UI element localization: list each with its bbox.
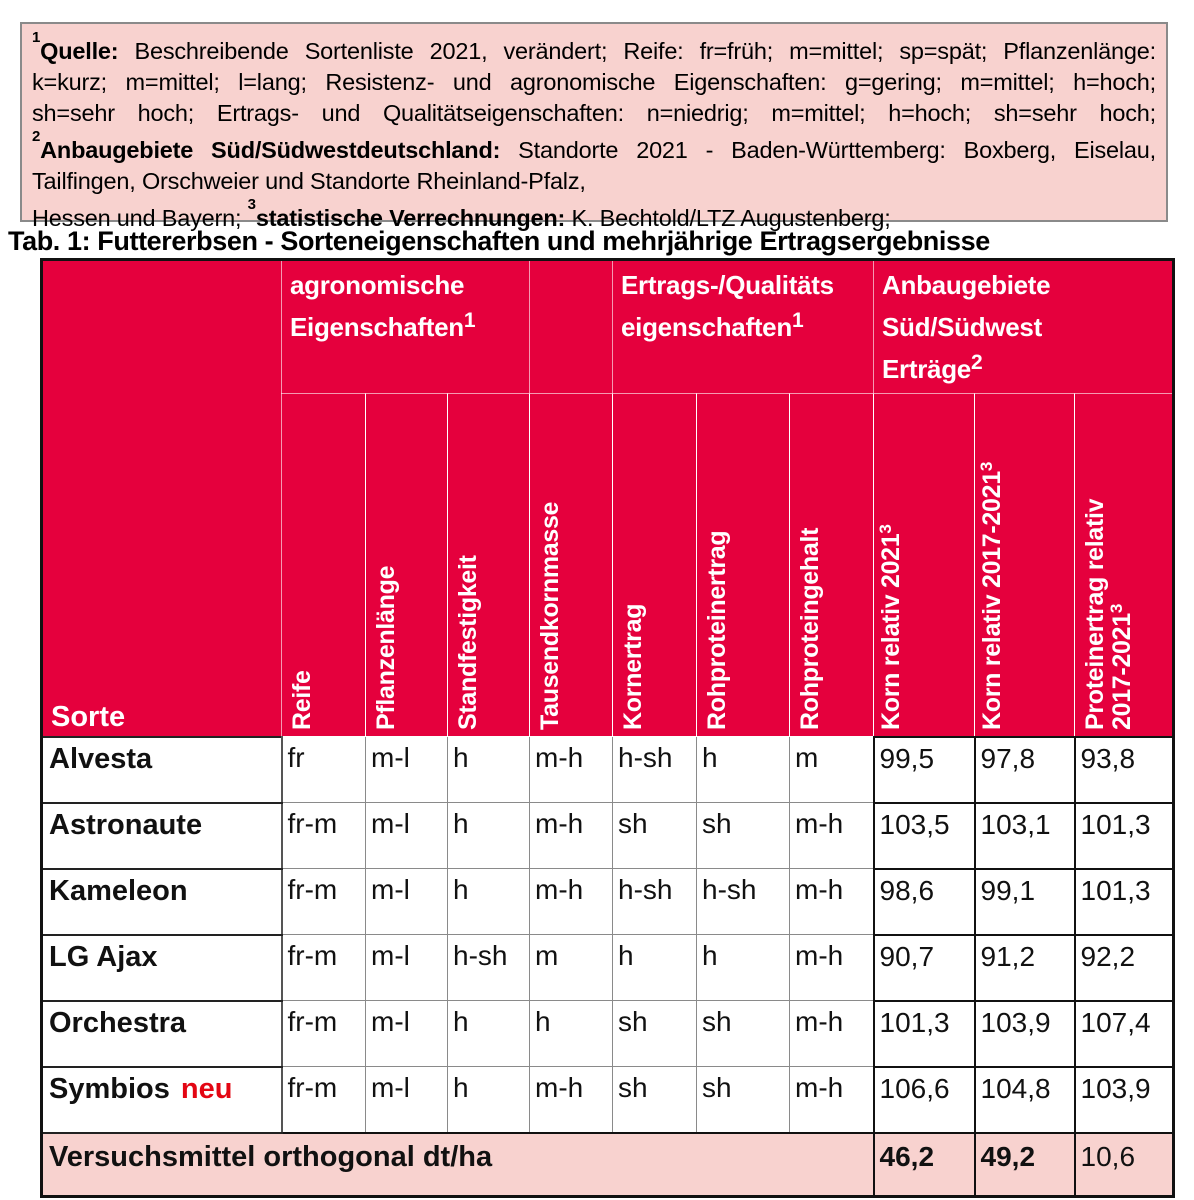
table-title: Tab. 1: Futtererbsen - Sorteneigenschaften und mehrjährige Ertragsergebnisse bbox=[8, 226, 990, 256]
sorte-name: Kameleon bbox=[49, 874, 188, 907]
value-cell: m bbox=[530, 935, 613, 1001]
col-header-rohproteingehalt bbox=[790, 394, 874, 737]
value-cell: 99,5 bbox=[874, 737, 975, 803]
value-cell: m-h bbox=[530, 803, 613, 869]
rotated-label: Rohproteingehalt bbox=[796, 527, 824, 730]
note-line-2 bbox=[32, 67, 1156, 98]
col-header-standfestigkeit bbox=[448, 394, 530, 737]
note-text: Standorte 2021 - Baden-Württemberg: Boxberg, Eiselau, bbox=[500, 136, 1156, 163]
sorte-cell bbox=[42, 869, 282, 935]
group-header-agronomische bbox=[282, 260, 530, 394]
footer-value-korn-2021: 46,2 bbox=[874, 1133, 975, 1197]
value-cell: m bbox=[790, 737, 874, 803]
value-cell: m-l bbox=[366, 869, 448, 935]
value-cell: 101,3 bbox=[874, 1001, 975, 1067]
sorte-cell bbox=[42, 935, 282, 1001]
value-cell: 90,7 bbox=[874, 935, 975, 1001]
value-cell: 97,8 bbox=[975, 737, 1075, 803]
note-line-4 bbox=[32, 129, 1156, 166]
table-row bbox=[42, 737, 1174, 803]
value-cell: h-sh bbox=[448, 935, 530, 1001]
group-line: Süd/Südwest bbox=[882, 312, 1042, 342]
value-cell: 99,1 bbox=[975, 869, 1075, 935]
value-cell: sh bbox=[613, 1001, 697, 1067]
value-cell: 104,8 bbox=[975, 1067, 1075, 1133]
value-cell: h bbox=[448, 869, 530, 935]
value-cell: sh bbox=[697, 803, 790, 869]
rotated-label: Kornertrag bbox=[619, 603, 647, 730]
value-cell: 101,3 bbox=[1075, 869, 1174, 935]
value-cell: m-h bbox=[790, 803, 874, 869]
table-row bbox=[42, 1067, 1174, 1133]
superscript-3: 3 bbox=[977, 461, 997, 471]
superscript-1: 1 bbox=[463, 309, 476, 332]
rotated-label-line2 bbox=[1108, 603, 1139, 729]
value-cell: m-l bbox=[366, 1001, 448, 1067]
superscript-3: 3 bbox=[1107, 603, 1127, 613]
value-cell: m-l bbox=[366, 803, 448, 869]
value-cell: fr-m bbox=[282, 935, 366, 1001]
superscript-2: 2 bbox=[970, 351, 983, 374]
value-cell: h-sh bbox=[697, 869, 790, 935]
value-cell: 103,9 bbox=[1075, 1067, 1174, 1133]
value-cell: sh bbox=[613, 1067, 697, 1133]
value-cell: fr-m bbox=[282, 869, 366, 935]
group-line: Ertrags-/Qualitäts bbox=[621, 270, 834, 300]
sorte-name: Symbios bbox=[49, 1072, 170, 1105]
table-row bbox=[42, 803, 1174, 869]
sorte-name: LG Ajax bbox=[49, 940, 158, 973]
group-line: Eigenschaften bbox=[290, 312, 464, 342]
table-row bbox=[42, 935, 1174, 1001]
value-cell: m-h bbox=[790, 1067, 874, 1133]
col-header-pflanzenlaenge bbox=[366, 394, 448, 737]
note-text: Tailfingen, Orschweier und Standorte Rheinland-Pfalz, bbox=[32, 167, 586, 194]
value-cell: sh bbox=[697, 1067, 790, 1133]
note-text: K. Bechtold/LTZ Augustenberg; bbox=[565, 204, 891, 231]
sorte-name: Astronaute bbox=[49, 808, 203, 841]
sorten-table bbox=[40, 258, 1175, 1198]
value-cell: 91,2 bbox=[975, 935, 1075, 1001]
note-text: Beschreibende Sortenliste 2021, verändert; Reife: fr=früh; m=mittel; sp=spät; Pflanzenlänge: bbox=[118, 37, 1156, 64]
rotated-label bbox=[877, 524, 908, 730]
value-cell: m-h bbox=[790, 935, 874, 1001]
footer-value-korn-2017-2021: 49,2 bbox=[975, 1133, 1075, 1197]
col-header-reife bbox=[282, 394, 366, 737]
value-cell: m-h bbox=[530, 737, 613, 803]
rotated-label-text: 2017-2021 bbox=[1108, 612, 1137, 730]
note-line-5 bbox=[32, 166, 1156, 197]
sorte-cell bbox=[42, 803, 282, 869]
table-row bbox=[42, 869, 1174, 935]
note-text: sh=sehr hoch; Ertrags- und Qualitätseigenschaften: n=niedrig; m=mittel; h=hoch; sh=sehr hoch; bbox=[32, 99, 1156, 126]
col-header-tausendkornmasse bbox=[530, 394, 613, 737]
sorte-cell bbox=[42, 1067, 282, 1133]
value-cell: h bbox=[448, 737, 530, 803]
value-cell: h bbox=[697, 935, 790, 1001]
rotated-label: Rohproteinertrag bbox=[703, 530, 731, 730]
rotated-label-text: Korn relativ 2017-2021 bbox=[978, 470, 1007, 730]
value-cell: m-l bbox=[366, 1067, 448, 1133]
superscript-1: 1 bbox=[32, 29, 41, 46]
value-cell: 92,2 bbox=[1075, 935, 1174, 1001]
value-cell: fr-m bbox=[282, 1001, 366, 1067]
value-cell: h bbox=[530, 1001, 613, 1067]
col-header-proteinertrag-relativ bbox=[1075, 394, 1174, 737]
superscript-2: 2 bbox=[32, 127, 41, 145]
value-cell: 106,6 bbox=[874, 1067, 975, 1133]
sorte-cell bbox=[42, 1001, 282, 1067]
value-cell: h bbox=[697, 737, 790, 803]
footer-value-proteinertrag: 10,6 bbox=[1075, 1133, 1174, 1197]
footer-row bbox=[42, 1133, 1174, 1197]
rotated-label: Standfestigkeit bbox=[454, 555, 482, 730]
col-header-rohproteinertrag bbox=[697, 394, 790, 737]
rotated-label: Proteinertrag relativ bbox=[1081, 498, 1110, 730]
group-header-ertrag-qualitaet bbox=[613, 260, 874, 394]
rotated-label-text: Korn relativ 2021 bbox=[877, 533, 906, 730]
superscript-3: 3 bbox=[876, 523, 896, 534]
note-line-3 bbox=[32, 98, 1156, 129]
footer-label: Versuchsmittel orthogonal dt/ha bbox=[42, 1133, 874, 1197]
group-line: eigenschaften bbox=[621, 312, 792, 342]
value-cell: m-h bbox=[530, 1067, 613, 1133]
value-cell: h bbox=[448, 1001, 530, 1067]
value-cell: h bbox=[613, 935, 697, 1001]
value-cell: 98,6 bbox=[874, 869, 975, 935]
value-cell: fr bbox=[282, 737, 366, 803]
note-block bbox=[20, 22, 1168, 231]
value-cell: 103,1 bbox=[975, 803, 1075, 869]
rotated-label bbox=[978, 462, 1009, 730]
group-header-anbaugebiete bbox=[874, 260, 1174, 394]
col-header-kornertrag bbox=[613, 394, 697, 737]
new-variety-badge: neu bbox=[180, 1072, 233, 1105]
sorte-name: Orchestra bbox=[49, 1006, 187, 1039]
value-cell: 101,3 bbox=[1075, 803, 1174, 869]
group-line: agronomische bbox=[290, 270, 465, 300]
value-cell: m-l bbox=[366, 935, 448, 1001]
value-cell: 103,9 bbox=[975, 1001, 1075, 1067]
value-cell: 93,8 bbox=[1075, 737, 1174, 803]
group-header-row bbox=[42, 260, 1174, 394]
note-bold-anbaugebiete: Anbaugebiete Süd/Südwestdeutschland: bbox=[40, 136, 501, 163]
value-cell: fr-m bbox=[282, 1067, 366, 1133]
table-row bbox=[42, 1001, 1174, 1067]
group-line: Anbaugebiete bbox=[882, 270, 1051, 300]
group-line: Erträge bbox=[882, 354, 971, 384]
value-cell: 107,4 bbox=[1075, 1001, 1174, 1067]
value-cell: m-h bbox=[530, 869, 613, 935]
value-cell: sh bbox=[697, 1001, 790, 1067]
corner-label-sorte bbox=[42, 260, 282, 737]
value-cell: fr-m bbox=[282, 803, 366, 869]
value-cell: m-h bbox=[790, 869, 874, 935]
value-cell: 103,5 bbox=[874, 803, 975, 869]
note-bold-quelle: Quelle: bbox=[40, 37, 119, 64]
value-cell: m-l bbox=[366, 737, 448, 803]
value-cell: m-h bbox=[790, 1001, 874, 1067]
sorte-name: Alvesta bbox=[49, 742, 153, 775]
col-header-korn-relativ-2021 bbox=[874, 394, 975, 737]
superscript-1: 1 bbox=[791, 309, 804, 332]
sorte-cell bbox=[42, 737, 282, 803]
group-header-spacer bbox=[530, 260, 613, 394]
value-cell: h bbox=[448, 803, 530, 869]
note-text: k=kurz; m=mittel; l=lang; Resistenz- und agronomische Eigenschaften: g=gering; m=mittel; h=hoch; bbox=[32, 68, 1156, 95]
rotated-label: Pflanzenlänge bbox=[372, 565, 400, 730]
sorte-label: Sorte bbox=[51, 700, 126, 733]
value-cell: h-sh bbox=[613, 737, 697, 803]
col-header-korn-relativ-2017-2021 bbox=[975, 394, 1075, 737]
superscript-3: 3 bbox=[247, 195, 256, 213]
note-bold-statistik: statistische Verrechnungen: bbox=[255, 204, 566, 231]
value-cell: h bbox=[448, 1067, 530, 1133]
note-line-1 bbox=[32, 30, 1156, 67]
note-text: Hessen und Bayern; bbox=[32, 204, 248, 231]
value-cell: h-sh bbox=[613, 869, 697, 935]
rotated-label: Tausendkornmasse bbox=[536, 501, 564, 730]
rotated-label: Reife bbox=[288, 670, 316, 730]
value-cell: sh bbox=[613, 803, 697, 869]
